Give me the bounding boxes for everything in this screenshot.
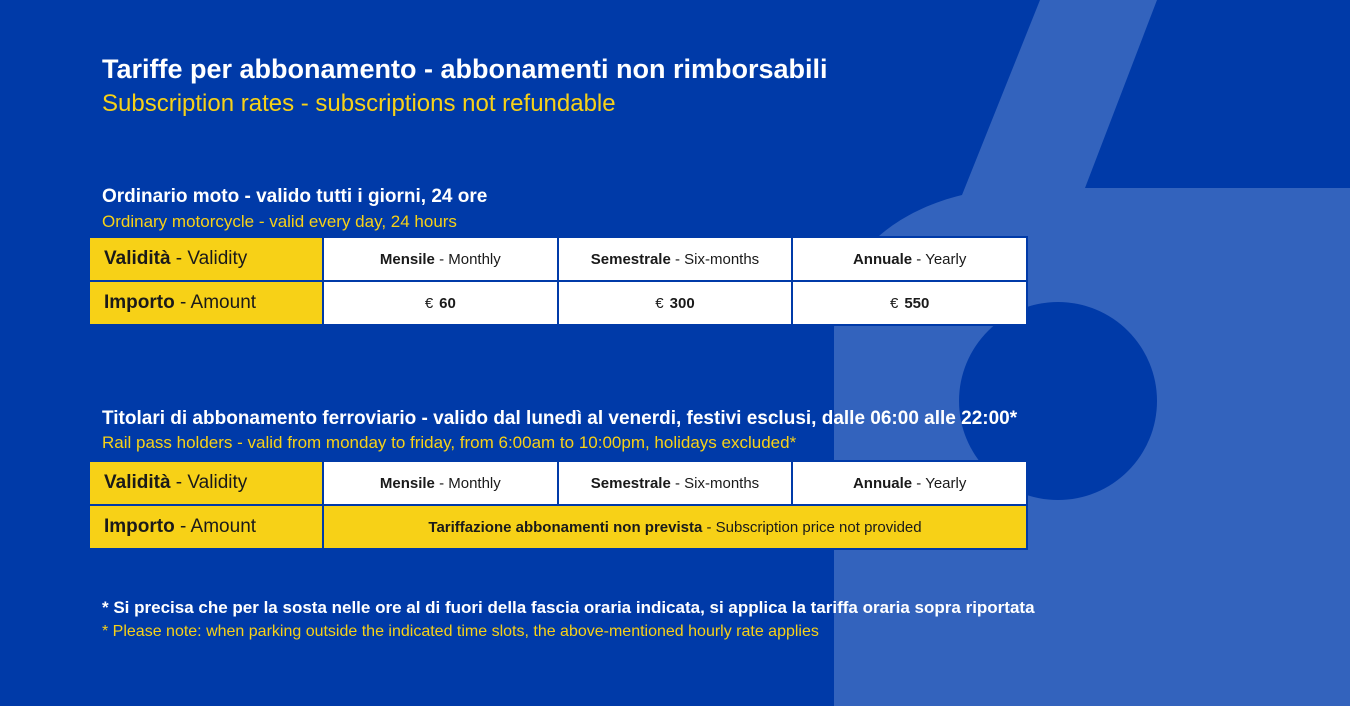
section1-subtitle: Ordinary motorcycle - valid every day, 24 hours: [102, 212, 457, 231]
validity-label: Validità - Validity: [89, 237, 323, 281]
validity-label: Validità - Validity: [89, 461, 323, 505]
col-yearly-header: Annuale - Yearly: [792, 237, 1027, 281]
amount-label: Importo - Amount: [89, 505, 323, 549]
price-not-provided-note: Tariffazione abbonamenti non prevista - Subscription price not provided: [323, 505, 1027, 549]
footnote-english: * Please note: when parking outside the indicated time slots, the above-mentioned hourly rate applies: [102, 623, 819, 640]
price-six-months: € 300: [558, 281, 793, 325]
price-yearly: € 550: [792, 281, 1027, 325]
col-monthly-header: Mensile - Monthly: [323, 237, 558, 281]
amount-row: [89, 281, 1027, 325]
validity-row: [89, 237, 1027, 281]
amount-label: Importo - Amount: [89, 281, 323, 325]
price-monthly: € 60: [323, 281, 558, 325]
page-subtitle: Subscription rates - subscriptions not refundable: [102, 90, 616, 117]
footnote-italian: * Si precisa che per la sosta nelle ore al di fuori della fascia oraria indicata, si applica la tariffa oraria sopra riportata: [102, 598, 1035, 617]
col-six-months-header: Semestrale - Six-months: [558, 461, 793, 505]
rail-pass-rates-table: [88, 460, 1028, 550]
validity-row: [89, 461, 1027, 505]
section2-title: Titolari di abbonamento ferroviario - valido dal lunedì al venerdi, festivi esclusi, dalle 06:00 alle 22:00*: [102, 408, 1018, 429]
section1-title: Ordinario moto - valido tutti i giorni, 24 ore: [102, 186, 488, 207]
col-six-months-header: Semestrale - Six-months: [558, 237, 793, 281]
motorcycle-rates-table: [88, 236, 1028, 326]
col-monthly-header: Mensile - Monthly: [323, 461, 558, 505]
amount-row: [89, 505, 1027, 549]
col-yearly-header: Annuale - Yearly: [792, 461, 1027, 505]
section2-subtitle: Rail pass holders - valid from monday to friday, from 6:00am to 10:00pm, holidays excluded*: [102, 433, 797, 452]
page-title: Tariffe per abbonamento - abbonamenti non rimborsabili: [102, 54, 828, 84]
